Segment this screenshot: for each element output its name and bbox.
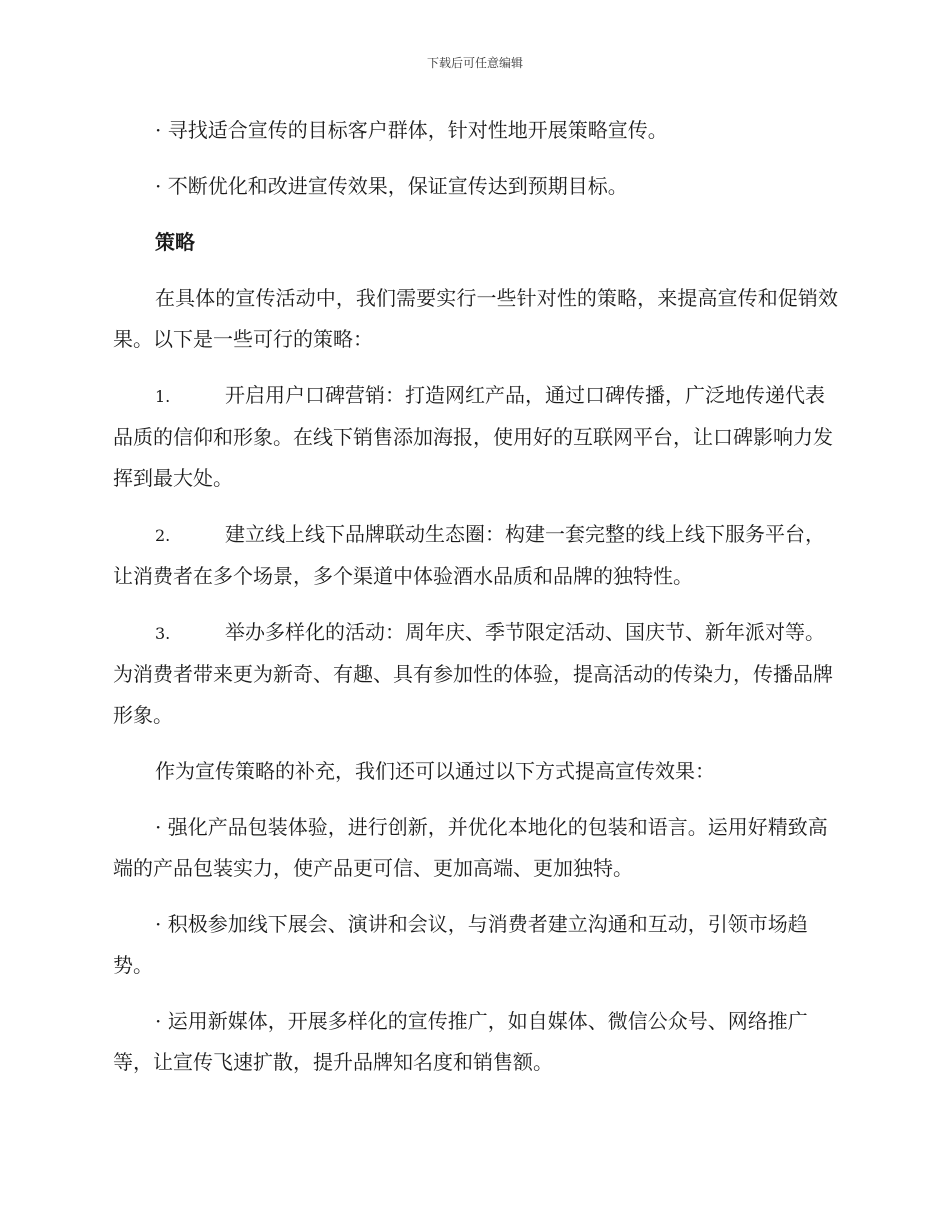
strategy-item-3 bbox=[113, 612, 838, 736]
intro-paragraph: 在具体的宣传活动中，我们需要实行一些针对性的策略，来提高宣传和促销效果。以下是一些可行的策略： bbox=[113, 286, 838, 351]
strategy-text: 开启用户口碑营销：打造网红产品，通过口碑传播，广泛地传递代表品质的信仰和形象。在线下销售添加海报，使用好的互联网平台，让口碑影响力发挥到最大处。 bbox=[113, 383, 833, 490]
bullet-target-customers: · 寻找适合宣传的目标客户群体，针对性地开展策略宣传。 bbox=[155, 118, 668, 142]
bullet-optimize-effect: · 不断优化和改进宣传效果，保证宣传达到预期目标。 bbox=[155, 174, 628, 198]
page-header: 下载后可任意编辑 bbox=[426, 56, 523, 70]
bullet-exhibitions: · 积极参加线下展会、演讲和会议，与消费者建立沟通和互动，引领市场趋势。 bbox=[113, 912, 808, 977]
strategy-number: 2. bbox=[155, 526, 171, 545]
strategy-item-1 bbox=[113, 375, 838, 499]
strategy-text: 举办多样化的活动：周年庆、季节限定活动、国庆节、新年派对等。为消费者带来更为新奇、有趣、具有参加性的体验，提高活动的传染力，传播品牌形象。 bbox=[113, 620, 833, 727]
supplement-intro: 作为宣传策略的补充，我们还可以通过以下方式提高宣传效果： bbox=[155, 759, 715, 783]
strategy-number: 3. bbox=[155, 624, 171, 643]
section-title: 策略 bbox=[155, 230, 195, 254]
bullet-packaging: · 强化产品包装体验，进行创新，并优化本地化的包装和语言。运用好精致高端的产品包装实力，使产品更可信、更加高端、更加独特。 bbox=[113, 815, 828, 880]
strategy-number: 1. bbox=[155, 387, 171, 406]
document-body bbox=[113, 110, 838, 1098]
strategy-text: 建立线上线下品牌联动生态圈：构建一套完整的线上线下服务平台，让消费者在多个场景，多个渠道中体验酒水品质和品牌的独特性。 bbox=[113, 522, 825, 588]
bullet-new-media: · 运用新媒体，开展多样化的宣传推广，如自媒体、微信公众号、网络推广等，让宣传飞速扩散，提升品牌知名度和销售额。 bbox=[113, 1009, 808, 1074]
strategy-item-2 bbox=[113, 514, 838, 597]
